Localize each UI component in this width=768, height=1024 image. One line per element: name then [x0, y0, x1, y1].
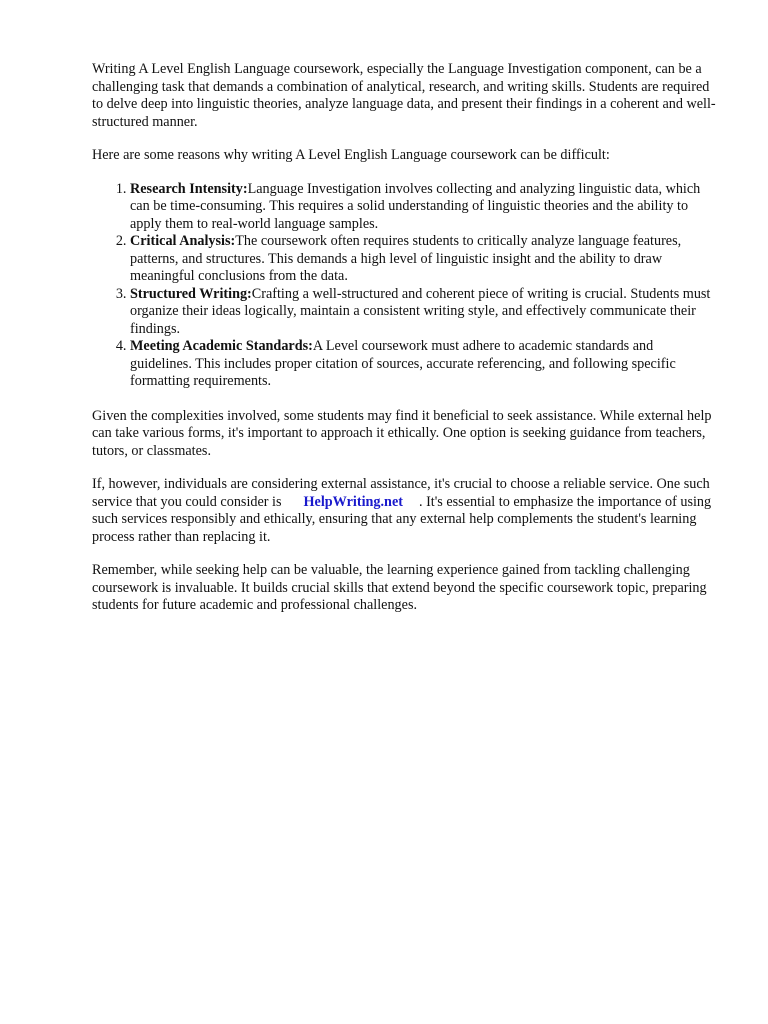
reason-text: The coursework often requires students to critically analyze language features, patterns, and structures. This demands a high level of linguistic insight and the ability to draw meaningful conclusions from the data. — [130, 233, 682, 284]
reason-text: Crafting a well-structured and coherent piece of writing is crucial. Students must organize their ideas logically, maintain a consistent writing style, and effectively communicate their findings. — [130, 285, 711, 337]
reasons-list — [92, 181, 716, 391]
reason-text: Language Investigation involves collecting and analyzing linguistic data, which can be time-consuming. This requires a solid understanding of linguistic theories and the ability to apply them to real-world language samples. — [130, 180, 701, 232]
intro-paragraph: Writing A Level English Language coursework, especially the Language Investigation component, can be a challenging task that demands a combination of analytical, research, and writing skills. Students are required to delve deep into linguistic theories, analyze language data, and present their findings in a coherent and well-structured manner. — [92, 61, 716, 130]
reason-item — [130, 338, 716, 391]
reason-title: Structured Writing: — [130, 285, 252, 302]
helpwriting-link[interactable]: HelpWriting.net — [303, 493, 403, 510]
assistance-paragraph: Given the complexities involved, some students may find it beneficial to seek assistance. While external help can take various forms, it's important to approach it ethically. One option is seeking guidance from teachers, tutors, or classmates. — [92, 407, 712, 459]
reason-title: Critical Analysis: — [130, 233, 236, 249]
service-text-before: If, however, individuals are considering external assistance, it's crucial to choose a reliable service. One such service that you could consider is — [92, 476, 710, 510]
reasons-lead-paragraph: Here are some reasons why writing A Level English Language coursework can be difficult: — [92, 147, 610, 163]
reason-item — [130, 233, 716, 286]
reason-title: Research Intensity: — [130, 180, 248, 197]
service-text-after: . It's essential to emphasize the importance of using such services responsibly and ethically, ensuring that any external help complements the student's learning process rather than replacing it. — [92, 493, 712, 545]
reason-title: Meeting Academic Standards: — [130, 338, 313, 354]
reason-item — [130, 181, 716, 234]
reason-text: A Level coursework must adhere to academic standards and guidelines. This includes proper citation of sources, accurate referencing, and following specific formatting requirements. — [130, 338, 676, 389]
reason-item — [130, 286, 716, 339]
service-paragraph — [92, 476, 716, 546]
closing-paragraph: Remember, while seeking help can be valuable, the learning experience gained from tackling challenging coursework is invaluable. It builds crucial skills that extend beyond the specific coursework topic, preparing students for future academic and professional challenges. — [92, 562, 707, 613]
document-page — [92, 61, 716, 631]
